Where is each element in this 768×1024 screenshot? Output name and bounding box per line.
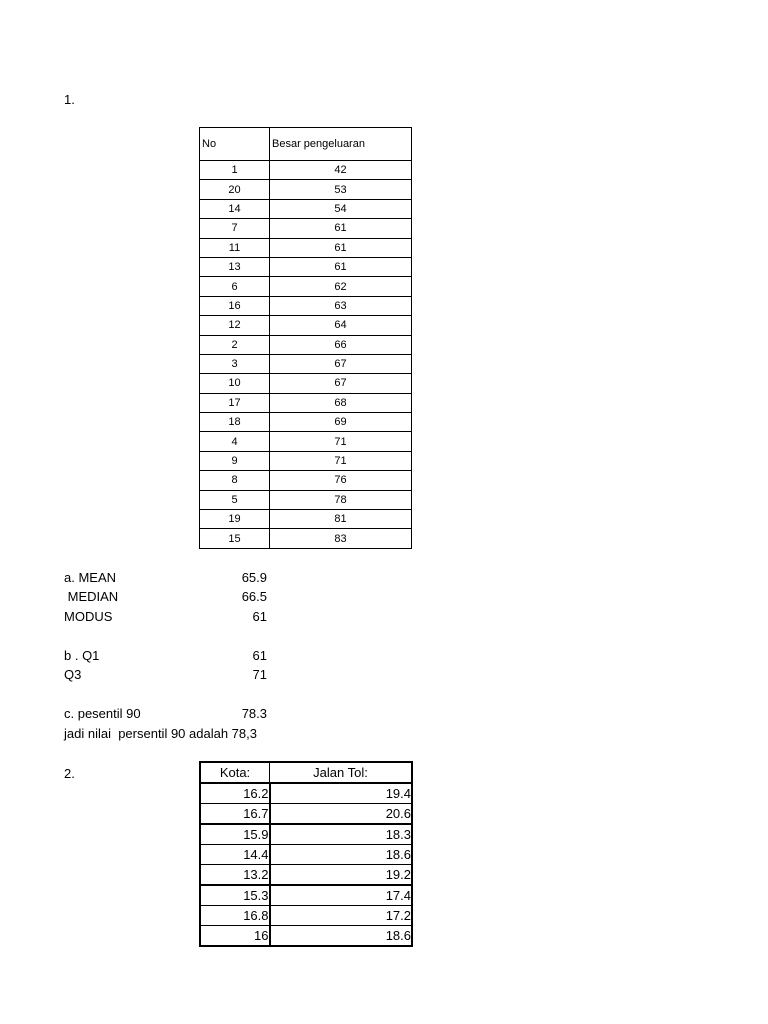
- cell-besar-pengeluaran: 78: [270, 490, 412, 509]
- table-row: [200, 296, 412, 315]
- cell-besar-pengeluaran: 62: [270, 277, 412, 296]
- table-row: [200, 238, 412, 257]
- table-row: [200, 783, 412, 804]
- table-row: [200, 432, 412, 451]
- cell-no: 7: [200, 219, 270, 238]
- cell-besar-pengeluaran: 63: [270, 296, 412, 315]
- table-row: [200, 354, 412, 373]
- cell-no: 15: [200, 529, 270, 548]
- p90-label: c. pesentil 90: [64, 706, 141, 721]
- cell-besar-pengeluaran: 42: [270, 161, 412, 180]
- cell-no: 17: [200, 393, 270, 412]
- cell-besar-pengeluaran: 61: [270, 257, 412, 276]
- cell-besar-pengeluaran: 68: [270, 393, 412, 412]
- table-row: [200, 335, 412, 354]
- cell-kota: 16.7: [200, 804, 270, 825]
- cell-no: 3: [200, 354, 270, 373]
- cell-besar-pengeluaran: 81: [270, 510, 412, 529]
- expense-table: [199, 127, 412, 549]
- cell-besar-pengeluaran: 83: [270, 529, 412, 548]
- conclusion-text: jadi nilai persentil 90 adalah 78,3: [64, 726, 257, 741]
- q3-label: Q3: [64, 667, 82, 682]
- cell-no: 6: [200, 277, 270, 296]
- cell-kota: 13.2: [200, 865, 270, 886]
- fuel-table: [199, 761, 413, 947]
- cell-besar-pengeluaran: 76: [270, 471, 412, 490]
- cell-besar-pengeluaran: 71: [270, 451, 412, 470]
- q1-label: b . Q1: [64, 648, 100, 663]
- table-row: [200, 219, 412, 238]
- p90-value: 78.3: [241, 706, 267, 721]
- median-value: 66.5: [241, 589, 267, 604]
- table-row: [200, 393, 412, 412]
- cell-no: 20: [200, 180, 270, 199]
- modus-value: 61: [252, 609, 267, 624]
- cell-kota: 16.2: [200, 783, 270, 804]
- cell-besar-pengeluaran: 69: [270, 413, 412, 432]
- cell-jalan-tol: 18.3: [270, 824, 413, 845]
- table-row: [200, 451, 412, 470]
- cell-no: 11: [200, 238, 270, 257]
- cell-besar-pengeluaran: 54: [270, 199, 412, 218]
- cell-besar-pengeluaran: 67: [270, 354, 412, 373]
- median-label: MEDIAN: [64, 589, 119, 604]
- cell-no: 1: [200, 161, 270, 180]
- expense-table-header: [200, 128, 412, 161]
- table-row: [200, 529, 412, 548]
- cell-besar-pengeluaran: 64: [270, 316, 412, 335]
- cell-no: 12: [200, 316, 270, 335]
- mean-value: 65.9: [241, 570, 267, 585]
- header-besar-pengeluaran: Besar pengeluaran: [270, 128, 412, 161]
- cell-kota: 14.4: [200, 845, 270, 865]
- header-jalan-tol: Jalan Tol:: [270, 762, 413, 783]
- cell-kota: 15.3: [200, 885, 270, 906]
- cell-kota: 16: [200, 926, 270, 947]
- cell-besar-pengeluaran: 61: [270, 219, 412, 238]
- table-row: [200, 374, 412, 393]
- table-row: [200, 199, 412, 218]
- table-row: [200, 490, 412, 509]
- cell-no: 2: [200, 335, 270, 354]
- cell-besar-pengeluaran: 66: [270, 335, 412, 354]
- cell-jalan-tol: 18.6: [270, 926, 413, 947]
- q3-value: 71: [252, 667, 267, 682]
- cell-jalan-tol: 18.6: [270, 845, 413, 865]
- table-row: [200, 824, 412, 845]
- q1-value: 61: [252, 648, 267, 663]
- fuel-table-header: [200, 762, 412, 783]
- cell-no: 13: [200, 257, 270, 276]
- table-row: [200, 906, 412, 926]
- table-row: [200, 510, 412, 529]
- cell-jalan-tol: 17.2: [270, 906, 413, 926]
- cell-kota: 15.9: [200, 824, 270, 845]
- cell-besar-pengeluaran: 71: [270, 432, 412, 451]
- table-row: [200, 257, 412, 276]
- mean-label: a. MEAN: [64, 570, 117, 585]
- table-row: [200, 413, 412, 432]
- cell-no: 4: [200, 432, 270, 451]
- cell-no: 8: [200, 471, 270, 490]
- modus-label: MODUS: [64, 609, 113, 624]
- table-row: [200, 926, 412, 947]
- cell-besar-pengeluaran: 61: [270, 238, 412, 257]
- cell-jalan-tol: 20.6: [270, 804, 413, 825]
- cell-no: 5: [200, 490, 270, 509]
- cell-no: 14: [200, 199, 270, 218]
- cell-no: 9: [200, 451, 270, 470]
- cell-no: 18: [200, 413, 270, 432]
- table-row: [200, 277, 412, 296]
- cell-no: 19: [200, 510, 270, 529]
- table-row: [200, 180, 412, 199]
- cell-jalan-tol: 17.4: [270, 885, 413, 906]
- table-row: [200, 865, 412, 886]
- section-1-label: 1.: [64, 92, 75, 107]
- header-no: No: [200, 128, 270, 161]
- cell-no: 16: [200, 296, 270, 315]
- table-row: [200, 161, 412, 180]
- section-2-label: 2.: [64, 766, 75, 781]
- cell-jalan-tol: 19.2: [270, 865, 413, 886]
- table-row: [200, 885, 412, 906]
- header-kota: Kota:: [200, 762, 270, 783]
- table-row: [200, 316, 412, 335]
- table-row: [200, 471, 412, 490]
- table-row: [200, 804, 412, 825]
- cell-besar-pengeluaran: 67: [270, 374, 412, 393]
- cell-besar-pengeluaran: 53: [270, 180, 412, 199]
- cell-no: 10: [200, 374, 270, 393]
- cell-jalan-tol: 19.4: [270, 783, 413, 804]
- cell-kota: 16.8: [200, 906, 270, 926]
- table-row: [200, 845, 412, 865]
